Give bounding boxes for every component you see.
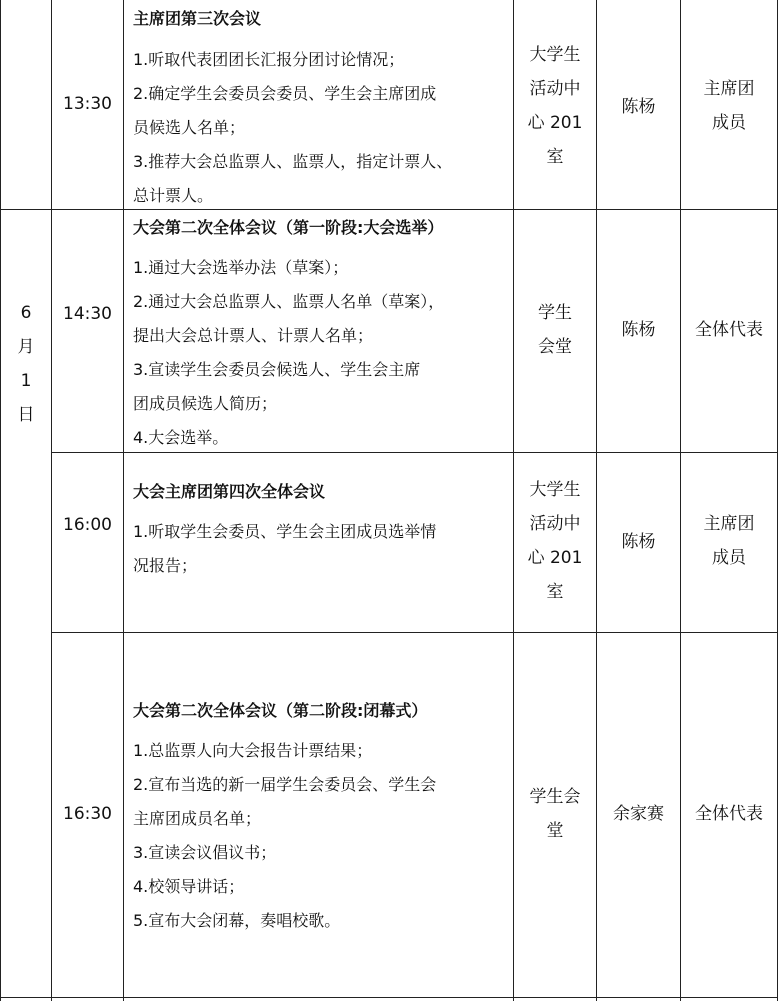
grid-line (0, 0, 1, 1001)
agenda-cell (133, 481, 511, 583)
agenda-cell (133, 700, 511, 938)
grid-line (51, 632, 778, 633)
agenda-line: 2.宣布当选的新一届学生会委员会、学生会 (133, 775, 437, 794)
date-cell (1, 296, 51, 432)
attendee-line: 主席团 (703, 79, 755, 99)
grid-line (0, 997, 778, 998)
grid-line (123, 0, 124, 1001)
agenda-line: 总计票人。 (133, 186, 214, 205)
location-cell (514, 780, 596, 848)
location-line: 心 201 (527, 548, 583, 568)
agenda-cell (133, 8, 511, 213)
attendee-line: 全体代表 (695, 804, 763, 824)
attendee-line: 成员 (712, 548, 746, 568)
agenda-line: 团成员候选人简历； (133, 394, 278, 413)
agenda-line: 2.确定学生会委员会委员、学生会主席团成 (133, 84, 437, 103)
time-cell: 13:30 (63, 94, 112, 114)
agenda-line: 5.宣布大会闭幕，奏唱校歌。 (133, 911, 341, 930)
agenda-line: 3.推荐大会总监票人、监票人，指定计票人、 (133, 152, 453, 171)
location-line: 大学生 (529, 480, 581, 500)
location-cell (514, 38, 596, 174)
location-line: 心 201 (527, 113, 583, 133)
date-line: 6 (20, 303, 32, 323)
location-line: 堂 (546, 821, 564, 841)
host-cell: 陈杨 (621, 320, 656, 340)
agenda-line: 2.通过大会总监票人、监票人名单（草案）， (133, 292, 445, 311)
agenda-line: 1.总监票人向大会报告计票结果； (133, 741, 373, 760)
location-line: 学生 (538, 303, 572, 323)
agenda-line: 1.通过大会选举办法（草案）； (133, 258, 349, 277)
grid-line (680, 0, 681, 1001)
agenda-line: 员候选人名单； (133, 118, 246, 137)
date-line: 1 (20, 371, 32, 391)
agenda-line: 3.宣读会议倡议书； (133, 843, 277, 862)
grid-line (596, 0, 597, 1001)
date-line: 月 (17, 337, 35, 357)
location-line: 室 (546, 582, 564, 602)
attendee-cell (681, 313, 777, 347)
host-cell: 余家赛 (613, 804, 664, 824)
attendee-cell (681, 507, 777, 575)
location-line: 学生会 (529, 787, 581, 807)
agenda-line: 4.校领导讲话； (133, 877, 245, 896)
agenda-line: 主席团成员名单； (133, 809, 262, 828)
location-line: 活动中 (529, 79, 581, 99)
location-line: 会堂 (538, 337, 572, 357)
meeting-title: 大会第二次全体会议（第二阶段:闭幕式） (133, 701, 428, 720)
time-cell: 16:00 (63, 515, 112, 535)
agenda-line: 况报告； (133, 556, 198, 575)
agenda-line: 4.大会选举。 (133, 428, 229, 447)
host-cell: 陈杨 (621, 97, 656, 117)
time-cell: 14:30 (63, 304, 112, 324)
agenda-cell (133, 217, 511, 455)
agenda-line: 1.听取代表团团长汇报分团讨论情况； (133, 50, 405, 69)
grid-line (51, 0, 52, 1001)
location-cell (514, 296, 596, 364)
date-line: 日 (17, 405, 35, 425)
location-line: 大学生 (529, 45, 581, 65)
location-cell (514, 473, 596, 609)
meeting-title: 大会第二次全体会议（第一阶段:大会选举） (133, 218, 444, 237)
meeting-title: 主席团第三次会议 (133, 9, 262, 28)
location-line: 室 (546, 147, 564, 167)
attendee-line: 成员 (712, 113, 746, 133)
meeting-title: 大会主席团第四次全体会议 (133, 482, 326, 501)
attendee-line: 全体代表 (695, 320, 763, 340)
agenda-line: 1.听取学生会委员、学生会主团成员选举情 (133, 522, 437, 541)
host-cell: 陈杨 (621, 532, 656, 552)
location-line: 活动中 (529, 514, 581, 534)
attendee-cell (681, 72, 777, 140)
time-cell: 16:30 (63, 804, 112, 824)
attendee-line: 主席团 (703, 514, 755, 534)
agenda-line: 3.宣读学生会委员会候选人、学生会主席 (133, 360, 421, 379)
agenda-line: 提出大会总计票人、计票人名单； (133, 326, 374, 345)
attendee-cell (681, 797, 777, 831)
